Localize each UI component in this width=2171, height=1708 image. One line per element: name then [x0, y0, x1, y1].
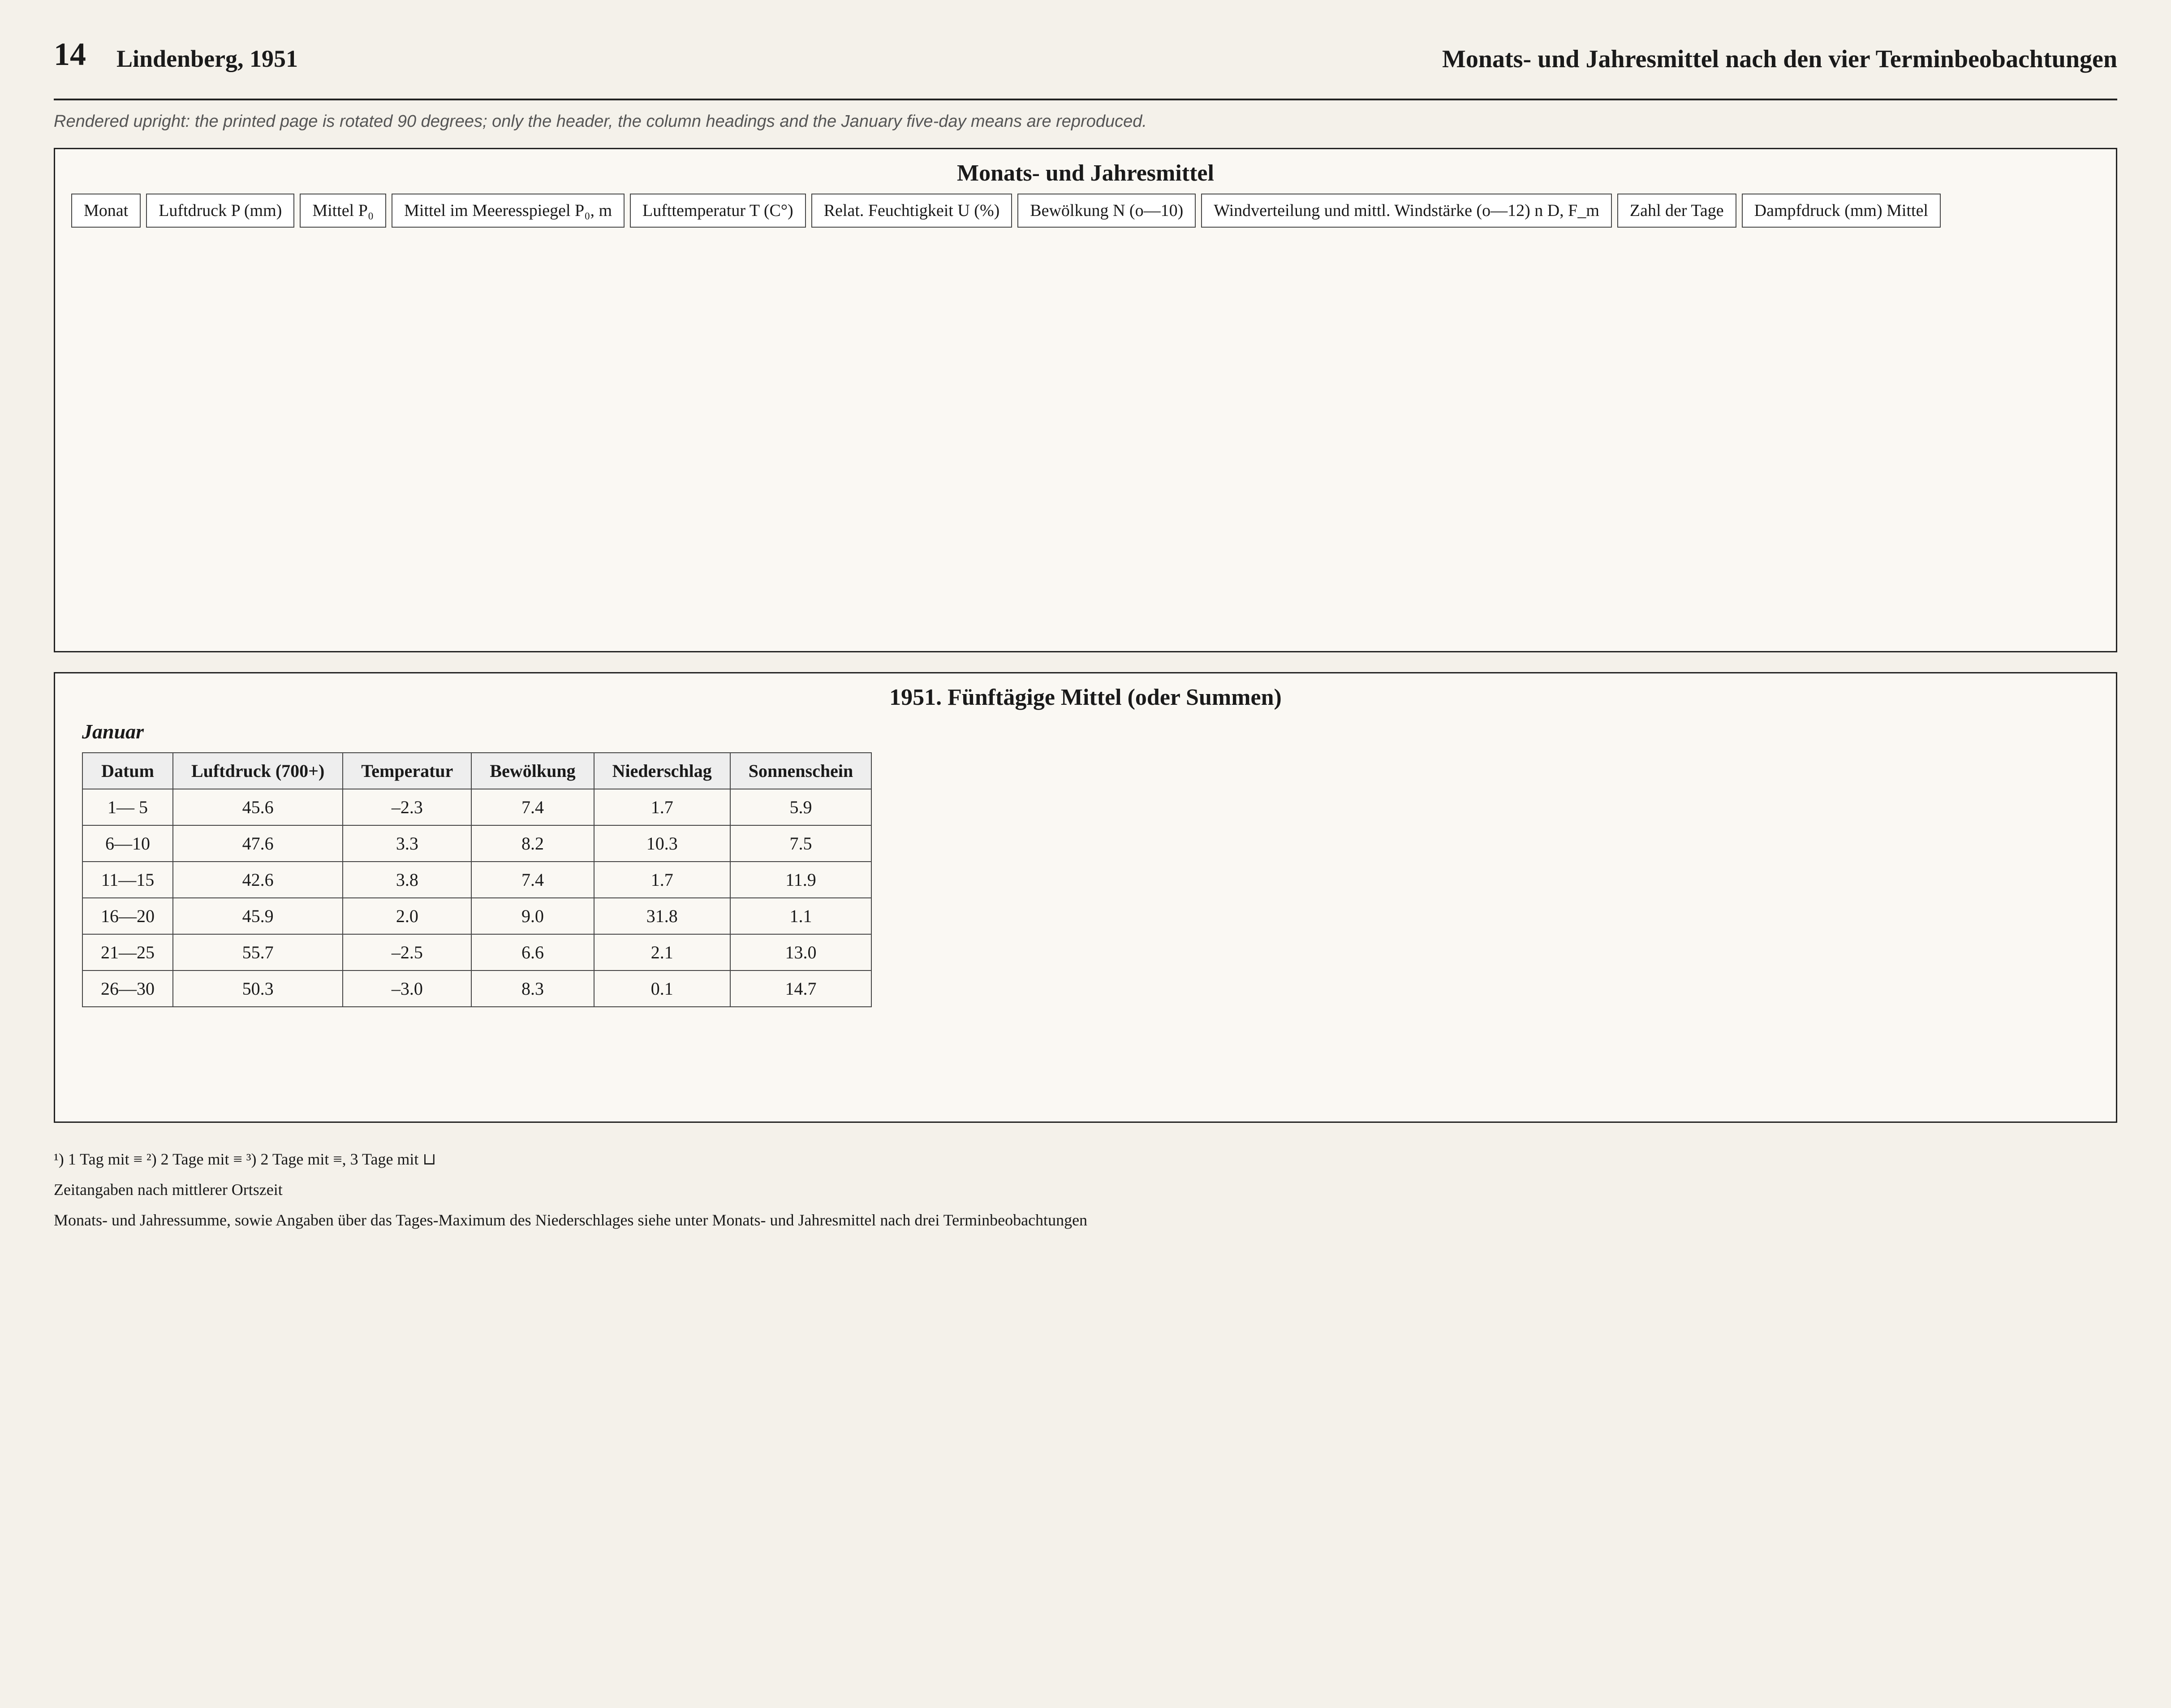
cell-luftdruck: 55.7	[173, 934, 343, 970]
cell-bewoelkung: 9.0	[471, 898, 594, 934]
cell-sonnenschein: 14.7	[730, 970, 871, 1007]
col-luftdruck: Luftdruck P (mm)	[146, 194, 294, 228]
month-label-januar: Januar	[82, 720, 144, 743]
cell-sonnenschein: 5.9	[730, 789, 871, 825]
cell-luftdruck: 47.6	[173, 825, 343, 862]
cell-datum: 21—25	[82, 934, 173, 970]
cell-sonnenschein: 1.1	[730, 898, 871, 934]
cell-luftdruck: 45.6	[173, 789, 343, 825]
col-luftdruck-mittel: Mittel P₀	[300, 194, 386, 228]
cell-datum: 26—30	[82, 970, 173, 1007]
cell-temperatur: –2.5	[343, 934, 471, 970]
cell-temperatur: 2.0	[343, 898, 471, 934]
col-zahl-der-tage: Zahl der Tage	[1617, 194, 1736, 228]
footnote-symbols: ¹) 1 Tag mit ≡ ²) 2 Tage mit ≡ ³) 2 Tage mit ≡, 3 Tage mit ⊔	[54, 1150, 436, 1168]
five-day-table	[82, 752, 872, 1007]
col-lufttemperatur: Lufttemperatur T (C°)	[630, 194, 806, 228]
five-day-section-title: 1951. Fünftägige Mittel (oder Summen)	[889, 685, 1282, 710]
footnote-time-note: Zeitangaben nach mittlerer Ortszeit	[54, 1181, 283, 1199]
col-monat: Monat	[71, 194, 141, 228]
cell-bewoelkung: 6.6	[471, 934, 594, 970]
cell-bewoelkung: 7.4	[471, 862, 594, 898]
cell-temperatur: –3.0	[343, 970, 471, 1007]
monthly-section-title: Monats- und Jahresmittel	[957, 160, 1214, 186]
page-header	[54, 31, 2117, 100]
col-dampfdruck: Dampfdruck (mm) Mittel	[1742, 194, 1941, 228]
th-luftdruck: Luftdruck (700+)	[173, 753, 343, 789]
footnote-reference: Monats- und Jahressumme, sowie Angaben über das Tages-Maximum des Niederschlages siehe unter Monats- und Jahresmittel nach drei Terminbeobachtungen	[54, 1211, 1088, 1229]
page-title: Monats- und Jahresmittel nach den vier Terminbeobachtungen	[1442, 45, 2117, 73]
page-number: 14	[54, 36, 86, 72]
cell-temperatur: –2.3	[343, 789, 471, 825]
cell-niederschlag: 0.1	[594, 970, 730, 1007]
th-datum: Datum	[82, 753, 173, 789]
cell-luftdruck: 45.9	[173, 898, 343, 934]
table-row	[82, 934, 871, 970]
col-bewoelkung: Bewölkung N (o—10)	[1017, 194, 1196, 228]
th-sonnenschein: Sonnenschein	[730, 753, 871, 789]
th-niederschlag: Niederschlag	[594, 753, 730, 789]
cell-sonnenschein: 11.9	[730, 862, 871, 898]
monthly-means-section	[54, 148, 2117, 652]
cell-datum: 1— 5	[82, 789, 173, 825]
cell-bewoelkung: 8.3	[471, 970, 594, 1007]
cell-luftdruck: 42.6	[173, 862, 343, 898]
table-row	[82, 862, 871, 898]
table-row	[82, 898, 871, 934]
cell-bewoelkung: 7.4	[471, 789, 594, 825]
th-bewoelkung: Bewölkung	[471, 753, 594, 789]
cell-niederschlag: 1.7	[594, 862, 730, 898]
cell-datum: 6—10	[82, 825, 173, 862]
cell-niederschlag: 1.7	[594, 789, 730, 825]
th-luftdruck-label: Luftdruck	[191, 761, 271, 781]
cell-luftdruck: 50.3	[173, 970, 343, 1007]
th-luftdruck-base: 700+	[281, 761, 319, 781]
cell-temperatur: 3.3	[343, 825, 471, 862]
table-row	[82, 825, 871, 862]
monthly-column-headings	[55, 191, 2116, 244]
cell-niederschlag: 31.8	[594, 898, 730, 934]
rotation-notice: Rendered upright: the printed page is rotated 90 degrees; only the header, the column headings and the January five-day means are reproduced.	[54, 112, 1147, 131]
five-day-header-row	[82, 753, 871, 789]
col-luftdruck-meeresspiegel: Mittel im Meeresspiegel P₀, m	[392, 194, 625, 228]
cell-datum: 16—20	[82, 898, 173, 934]
cell-temperatur: 3.8	[343, 862, 471, 898]
cell-bewoelkung: 8.2	[471, 825, 594, 862]
footnotes	[54, 1147, 2117, 1238]
station-title: Lindenberg, 1951	[116, 45, 298, 72]
col-feuchtigkeit: Relat. Feuchtigkeit U (%)	[811, 194, 1012, 228]
five-day-means-section	[54, 672, 2117, 1123]
cell-niederschlag: 2.1	[594, 934, 730, 970]
cell-sonnenschein: 7.5	[730, 825, 871, 862]
th-temperatur: Temperatur	[343, 753, 471, 789]
table-row	[82, 789, 871, 825]
col-windverteilung: Windverteilung und mittl. Windstärke (o—12) n D, F_m	[1201, 194, 1612, 228]
cell-datum: 11—15	[82, 862, 173, 898]
cell-sonnenschein: 13.0	[730, 934, 871, 970]
cell-niederschlag: 10.3	[594, 825, 730, 862]
table-row	[82, 970, 871, 1007]
